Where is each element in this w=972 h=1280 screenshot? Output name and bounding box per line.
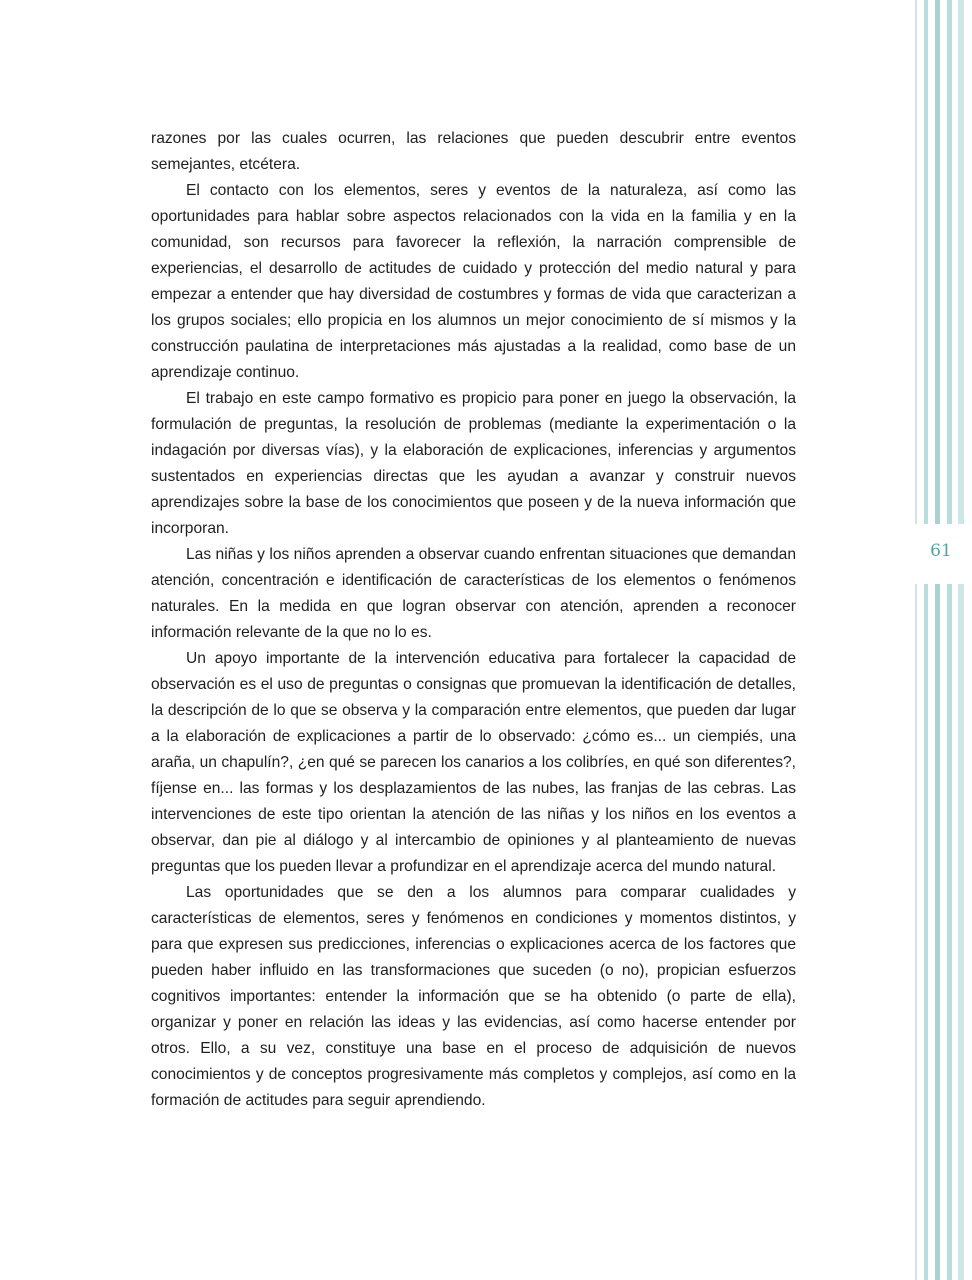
body-text [151, 126, 796, 1114]
stripe-5 [958, 0, 964, 1280]
paragraph-4: Las niñas y los niños aprenden a observar cuando enfrentan situaciones que demandan atención, concentración e identificación de características de los elementos o fenómenos naturales. En la medida en que logran observar con atención, aprenden a reconocer información relevante de la que no lo es. [151, 546, 796, 641]
paragraph-2: El contacto con los elementos, seres y eventos de la naturaleza, así como las oportunidades para hablar sobre aspectos relacionados con la vida en la familia y en la comunidad, son recursos para favorecer la reflexión, la narración comprensible de experiencias, el desarrollo de actitudes de cuidado y protección del medio natural y para empezar a entender que hay diversidad de costumbres y formas de vida que caracterizan a los grupos sociales; ello propicia en los alumnos un mejor conocimiento de sí mismos y la construcción paulatina de interpretaciones más ajustadas a la realidad, como base de un aprendizaje continuo. [151, 182, 796, 381]
stripe-3 [935, 0, 940, 1280]
stripe-1 [915, 0, 917, 1280]
page-number: 61 [930, 541, 952, 561]
paragraph-6: Las oportunidades que se den a los alumnos para comparar cualidades y características de elementos, seres y fenómenos en condiciones y momentos distintos, y para que expresen sus predicciones, inferencias o explicaciones acerca de los factores que pueden haber influido en las transformaciones que suceden (o no), propician esfuerzos cognitivos importantes: entender la información que se ha obtenido (o parte de ella), organizar y poner en relación las ideas y las evidencias, así como hacerse entender por otros. Ello, a su vez, constituye una base en el proceso de adquisición de nuevos conocimientos y de conceptos progresivamente más completos y complejos, así como en la formación de actitudes para seguir aprendiendo. [151, 884, 796, 1109]
stripe-2 [924, 0, 928, 1280]
stripe-4 [947, 0, 952, 1280]
paragraph-1: razones por las cuales ocurren, las relaciones que pueden descubrir entre eventos semejantes, etcétera. [151, 130, 796, 173]
paragraph-5: Un apoyo importante de la intervención educativa para fortalecer la capacidad de observación es el uso de preguntas o consignas que promuevan la identificación de detalles, la descripción de lo que se observa y la comparación entre elementos, que pueden dar lugar a la elaboración de explicaciones a partir de lo observado: ¿cómo es... un ciempiés, una araña, un chapulín?, ¿en qué se parecen los canarios a los colibríes, en qué son diferentes?, fíjense en... las formas y los desplazamientos de las nubes, las franjas de las cebras. Las intervenciones de este tipo orientan la atención de las niñas y los niños en los eventos a observar, dan pie al diálogo y al intercambio de opiniones y al planteamiento de nuevas preguntas que los pueden llevar a profundizar en el aprendizaje acerca del mundo natural. [151, 650, 796, 875]
paragraph-3: El trabajo en este campo formativo es propicio para poner en juego la observación, la formulación de preguntas, la resolución de problemas (mediante la experimentación o la indagación por diversas vías), y la elaboración de explicaciones, inferencias y argumentos sustentados en experiencias directas que les ayudan a avanzar y construir nuevos aprendizajes sobre la base de los conocimientos que poseen y de la nueva información que incorporan. [151, 390, 796, 537]
